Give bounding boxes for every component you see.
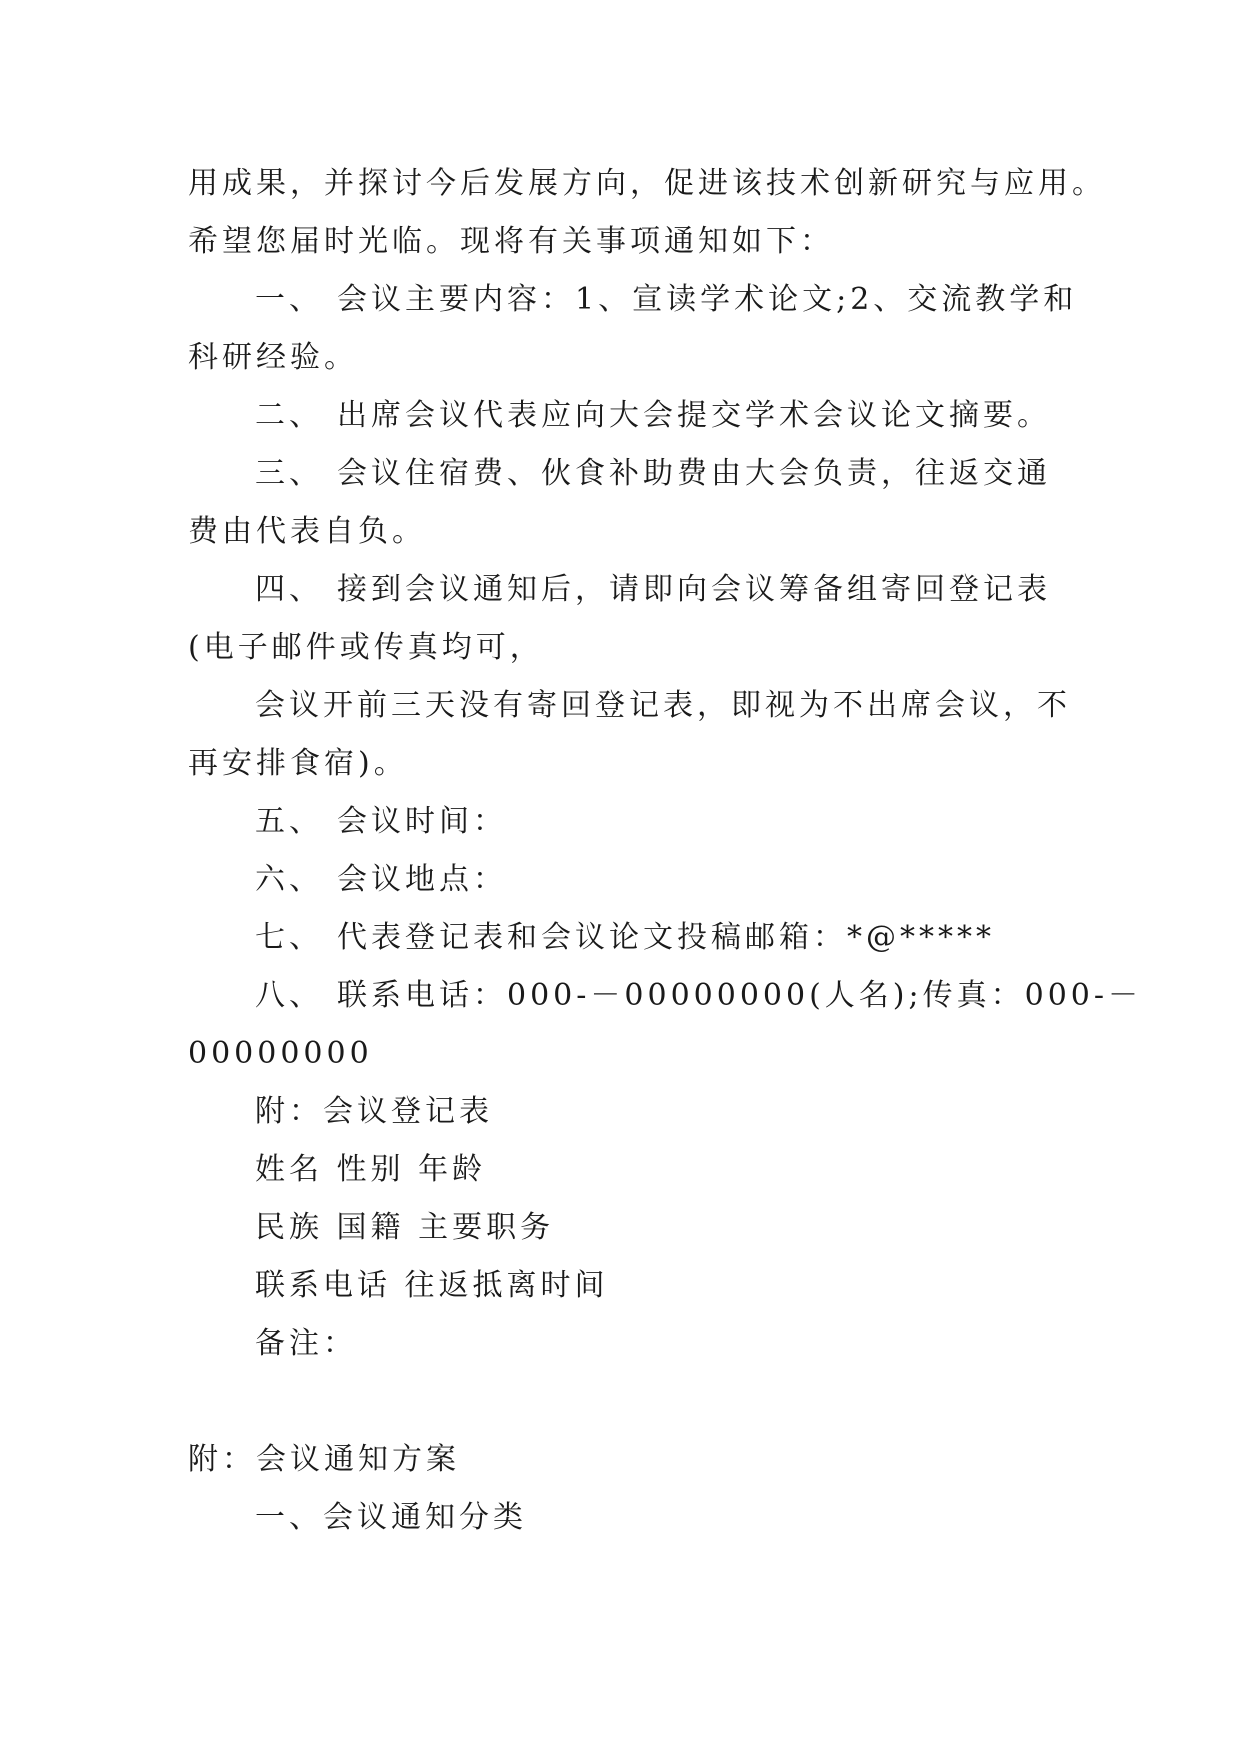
list-item-5 [188,793,1048,851]
list-item-1 [188,271,1078,329]
paragraph-line: 再安排食宿)。 [188,746,408,781]
list-text: 会议地点： [337,862,507,897]
list-text: 出席会议代表应向大会提交学术会议论文摘要。 [337,398,1051,433]
list-item-2 [188,387,1051,445]
paragraph-line: 科研经验。 [188,340,358,375]
form-field-row: 备注： [255,1326,357,1361]
list-text: 联系电话：000-－00000000(人名);传真：000-－ [337,978,1143,1013]
list-number: 三、 [255,456,323,491]
form-field-row: 联系电话 往返抵离时间 [255,1268,609,1303]
sub-heading: 一、会议通知分类 [255,1500,527,1535]
attachment-heading: 附：会议登记表 [255,1094,493,1129]
paragraph-line: 用成果，并探讨今后发展方向，促进该技术创新研究与应用。 [188,166,1106,201]
list-item-8 [188,967,1143,1025]
list-number: 七、 [255,920,323,955]
document-body [188,155,1143,1547]
paragraph-line: (电子邮件或传真均可， [188,630,544,665]
list-number: 六、 [255,862,323,897]
list-item-6 [188,851,1048,909]
list-text: 会议主要内容：1、宣读学术论文;2、交流教学和 [337,282,1078,317]
list-item-4 [188,561,1051,619]
list-number: 五、 [255,804,323,839]
form-field-row: 姓名 性别 年龄 [255,1152,487,1187]
list-text: 接到会议通知后，请即向会议筹备组寄回登记表 [337,572,1051,607]
list-item-7 [188,909,1048,967]
paragraph-line: 费由代表自负。 [188,514,426,549]
form-field-row: 民族 国籍 主要职务 [255,1210,555,1245]
paragraph-line: 会议开前三天没有寄回登记表，即视为不出席会议，不 [255,688,1071,723]
list-number: 一、 [255,282,323,317]
blank-line [188,1373,1048,1431]
paragraph-line: 希望您届时光临。现将有关事项通知如下： [188,224,834,259]
list-number: 四、 [255,572,323,607]
paragraph-line: 00000000 [188,1036,373,1071]
section-heading: 附：会议通知方案 [188,1442,460,1477]
list-number: 八、 [255,978,323,1013]
list-number: 二、 [255,398,323,433]
list-text: 代表登记表和会议论文投稿邮箱：*@***** [337,920,995,955]
list-text: 会议时间： [337,804,507,839]
list-item-3 [188,445,1051,503]
list-text: 会议住宿费、伙食补助费由大会负责，往返交通 [337,456,1051,491]
